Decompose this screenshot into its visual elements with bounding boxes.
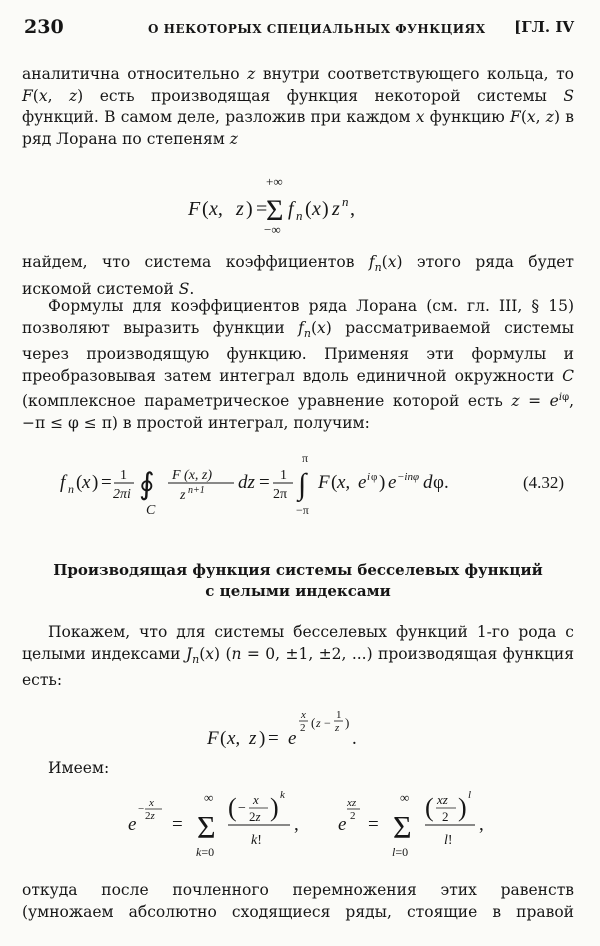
svg-text:z: z [335,722,340,734]
svg-text:−: − [324,716,331,730]
section-heading-line-2: с целыми индексами [205,582,391,600]
svg-text:,: , [294,814,299,835]
svg-text:l!: l! [444,833,453,848]
svg-text:2: 2 [300,722,306,734]
svg-text:e: e [338,814,347,835]
svg-text:Σ: Σ [393,809,412,845]
svg-text:x,: x, [337,472,351,493]
svg-text:=: = [256,198,268,220]
equation-4-32 [0,448,600,526]
svg-text:xz: xz [347,797,357,809]
svg-text:): ) [270,793,279,822]
svg-text:l: l [468,789,472,801]
svg-text:(: ( [305,198,312,220]
equation-laurent-series [0,172,600,242]
svg-text:F (x, z): F (x, z) [172,468,213,483]
svg-text:∫: ∫ [298,468,307,501]
svg-text:+∞: +∞ [266,174,283,189]
svg-text:(: ( [228,793,237,822]
svg-text:i: i [367,471,371,483]
svg-text:2: 2 [350,810,356,822]
running-title: О НЕКОТОРЫХ СПЕЦИАЛЬНЫХ ФУНКЦИЯХ [148,22,486,36]
svg-text:): ) [92,472,99,493]
svg-text:.: . [352,728,357,749]
svg-text:=: = [101,472,112,493]
equation-series-expansions [0,782,600,862]
svg-text:(: ( [311,715,316,730]
page-number: 230 [24,16,64,38]
svg-text:2z: 2z [145,810,155,822]
svg-text:f: f [60,472,66,493]
equation-label: (4.32) [523,473,565,492]
svg-text:x,: x, [227,728,241,749]
svg-text:,: , [479,814,484,835]
svg-text:): ) [322,198,329,220]
svg-text:l=0: l=0 [392,845,409,859]
svg-text:xz: xz [437,792,448,807]
svg-text:(: ( [331,472,338,493]
svg-text:x: x [301,709,306,721]
svg-text:−∞: −∞ [264,222,281,237]
svg-text:d: d [423,472,433,493]
svg-text:): ) [379,472,386,493]
svg-text:n+1: n+1 [188,485,205,496]
svg-text:k=0: k=0 [196,845,215,859]
svg-text:e: e [388,472,397,493]
svg-text:−: − [238,801,246,816]
svg-text:k: k [280,789,285,801]
paragraph-6: откуда после почленного перемножения этих равенств (умножаем абсолютно сходящиеся ряды, стоящие в правой [22,881,574,921]
svg-text:∮: ∮ [139,468,155,501]
svg-text:2πi: 2πi [113,487,131,502]
svg-text:π: π [302,451,309,465]
svg-text:x: x [82,472,91,493]
svg-text:z: z [249,728,257,749]
svg-text:=: = [268,728,279,749]
section-heading [22,560,574,602]
svg-text:n: n [68,482,74,496]
svg-text:F: F [318,472,330,493]
svg-text:z: z [332,198,340,220]
svg-text:(: ( [76,472,83,493]
svg-text:1: 1 [336,709,342,721]
paragraph-1: аналитична относительно z внутри соответствующего кольца, то F(x, z) есть производящая функция некоторой системы S функций. В самом деле, разложив при каждом x функцию F(x, z) в ряд Лорана по степеням z [22,65,574,148]
svg-text:x: x [253,792,259,807]
equation-generating-function [0,700,600,758]
svg-text:∞: ∞ [400,790,410,805]
svg-text:,: , [350,198,355,220]
svg-text:): ) [458,793,467,822]
svg-text:z: z [316,716,321,730]
svg-text:(: ( [220,728,227,749]
svg-text:φ.: φ. [433,472,449,493]
svg-text:z: z [180,488,186,503]
svg-text:f: f [288,198,294,220]
svg-text:n: n [296,208,303,223]
svg-text:x,: x, [209,198,223,220]
svg-text:Σ: Σ [197,809,216,845]
svg-text:=: = [172,814,183,835]
svg-text:=: = [368,814,379,835]
svg-text:(: ( [425,793,434,822]
svg-text:−inφ: −inφ [397,471,420,483]
section-heading-line-1: Производящая функция системы бесселевых функций [53,561,543,579]
svg-text:F: F [188,198,201,220]
svg-text:e: e [358,472,367,493]
svg-text:2z: 2z [249,809,261,824]
svg-text:−: − [138,803,145,815]
svg-text:e: e [288,728,297,749]
svg-text:=: = [259,472,270,493]
svg-text:): ) [345,715,350,730]
svg-text:1: 1 [120,468,127,483]
svg-text:φ: φ [371,471,378,483]
svg-text:z: z [236,198,244,220]
paragraph-5: Имеем: [48,759,110,777]
svg-text:(: ( [202,198,209,220]
svg-text:Σ: Σ [266,194,284,227]
paragraph-3: Формулы для коэффициентов ряда Лорана (см. гл. III, § 15) позволяют выразить функции $f_n(x)$ рассматриваемой системы через производящую функцию. Применяя эти формулы и преобразовывая затем интеграл вдоль единичной окружности C (комплексное параметрическое уравнение которой есть $z = e^{i\varphi}$, −π ≤ φ ≤ π) в простой интеграл, получим: [22,297,575,432]
svg-text:n: n [342,194,349,209]
svg-text:2: 2 [442,809,449,824]
svg-text:x: x [149,797,154,809]
paragraph-4: Покажем, что для системы бесселевых функций 1-го рода с целыми индексами $J_n(x) (n = 0$, ±1, ±2, ...) производящая функция есть: [22,623,574,690]
svg-text:1: 1 [280,468,287,483]
svg-text:∞: ∞ [204,790,214,805]
svg-text:k!: k! [251,833,262,848]
paragraph-2: найдем, что система коэффициентов $f_n(x)$ этого ряда будет искомой системой S. [22,253,574,298]
svg-text:F: F [207,728,219,749]
svg-text:e: e [128,814,137,835]
svg-text:): ) [246,198,253,220]
svg-text:dz: dz [238,472,255,493]
svg-text:2π: 2π [273,487,288,502]
page-header [24,16,574,40]
svg-text:x: x [312,198,321,220]
svg-text:−π: −π [296,503,309,517]
svg-text:): ) [259,728,266,749]
chapter-label: [ГЛ. IV [514,18,574,36]
svg-text:C: C [146,503,156,518]
